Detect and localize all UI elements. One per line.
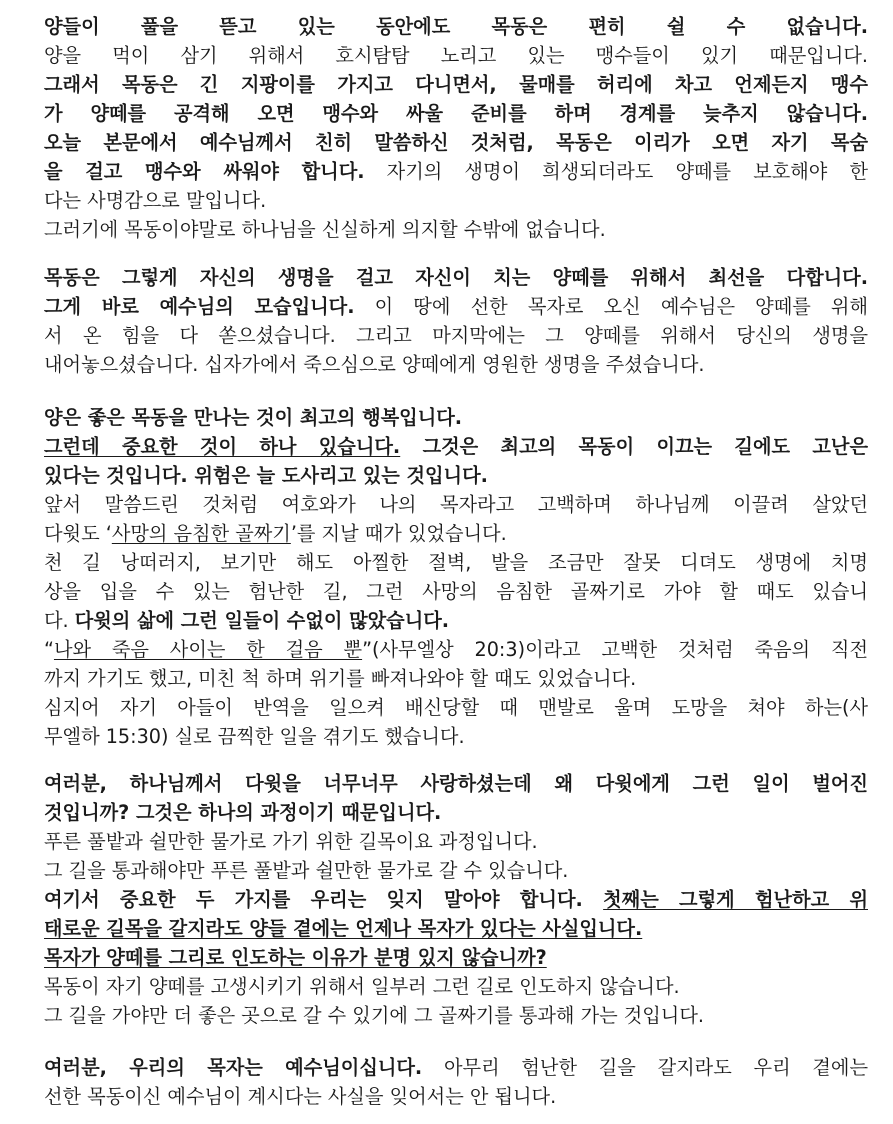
paragraph xyxy=(44,769,868,1030)
text-line xyxy=(44,1001,868,1030)
text-run: 다윗도 ‘ xyxy=(44,522,112,545)
text-line xyxy=(44,722,868,751)
bold-text: 가 양떼를 공격해 오면 맹수와 싸울 준비를 하며 경계를 늦추지 않습니다. xyxy=(44,102,868,125)
text-run: 서 온 힘을 다 쏟으셨습니다. 그리고 마지막에는 그 양떼를 위해서 당신의 생명을 xyxy=(44,324,868,347)
bold-text: 양들이 풀을 뜯고 있는 동안에도 목동은 편히 쉴 수 없습니다. xyxy=(44,15,868,38)
bold-text: 여러분, 우리의 목자는 예수님이십니다. xyxy=(44,1056,423,1079)
text-line xyxy=(44,292,868,321)
text-run: 다. xyxy=(44,609,75,632)
text-run: 자기의 생명이 희생되더라도 양떼를 보호해야 한 xyxy=(364,160,868,183)
text-line xyxy=(44,70,868,99)
text-run: “ xyxy=(44,638,54,661)
text-run: 다는 사명감으로 말입니다. xyxy=(44,189,267,212)
text-line xyxy=(44,635,868,664)
underlined-text: 목자가 양떼를 그리로 인도하는 이유가 분명 있지 않습니까? xyxy=(44,946,547,969)
text-run: ”(사무엘상 20:3)이라고 고백한 것처럼 죽음의 직전 xyxy=(362,638,868,661)
underlined-text: 태로운 길목을 갈지라도 양들 곁에는 언제나 목자가 있다는 사실입니다. xyxy=(44,917,643,940)
text-line xyxy=(44,490,868,519)
bold-text: 여기서 중요한 두 가지를 우리는 잊지 말아야 합니다. xyxy=(44,888,583,911)
text-line xyxy=(44,350,868,379)
underlined-text: 나와 죽음 사이는 한 걸음 뿐 xyxy=(53,638,363,661)
text-run: 천 길 낭떠러지, 보기만 해도 아찔한 절벽, 발을 조금만 잘못 디뎌도 생명에 치명 xyxy=(44,551,868,574)
bold-text: 여러분, 하나님께서 다윗을 너무너무 사랑하셨는데 왜 다윗에게 그런 일이 벌어진 xyxy=(44,772,868,795)
text-run: 무엘하 15:30) 실로 끔찍한 일을 겪기도 했습니다. xyxy=(44,725,465,748)
bold-text xyxy=(583,888,603,911)
text-line xyxy=(44,157,868,186)
text-line xyxy=(44,186,868,215)
text-line xyxy=(44,215,868,244)
bold-text: 있다는 것입니다. 위험은 늘 도사리고 있는 것입니다. xyxy=(44,464,488,487)
text-line xyxy=(44,577,868,606)
text-line xyxy=(44,548,868,577)
text-line xyxy=(44,41,868,70)
underlined-text: 그런데 중요한 것이 하나 있습니다. xyxy=(44,435,401,458)
paragraph xyxy=(44,1053,868,1111)
text-run: 심지어 자기 아들이 반역을 일으켜 배신당할 때 맨발로 울며 도망을 쳐야 하는(사 xyxy=(44,696,868,719)
bold-text: 양은 좋은 목동을 만나는 것이 최고의 행복입니다. xyxy=(44,406,463,429)
bold-text: 그게 바로 예수님의 모습입니다. xyxy=(44,295,355,318)
bold-text: 그것은 최고의 목동이 이끄는 길에도 고난은 xyxy=(400,435,868,458)
bold-text: 것입니까? 그것은 하나의 과정이기 때문입니다. xyxy=(44,801,442,824)
text-run: 푸른 풀밭과 쉴만한 물가로 가기 위한 길목이요 과정입니다. xyxy=(44,830,538,853)
text-run: 그러기에 목동이야말로 하나님을 신실하게 의지할 수밖에 없습니다. xyxy=(44,218,606,241)
text-line xyxy=(44,1082,868,1111)
text-line xyxy=(44,885,868,914)
text-line xyxy=(44,128,868,157)
text-line xyxy=(44,943,868,972)
bold-text: 그래서 목동은 긴 지팡이를 가지고 다니면서, 물매를 허리에 차고 언제든지 맹수 xyxy=(44,73,868,96)
text-line xyxy=(44,606,868,635)
text-line xyxy=(44,664,868,693)
text-line xyxy=(44,12,868,41)
text-line xyxy=(44,798,868,827)
bold-text: 을 걸고 맹수와 싸워야 합니다. xyxy=(44,160,365,183)
text-run: 앞서 말씀드린 것처럼 여호와가 나의 목자라고 고백하며 하나님께 이끌려 살았던 xyxy=(44,493,868,516)
text-line xyxy=(44,403,868,432)
text-run: ’를 지날 때가 있었습니다. xyxy=(290,522,507,545)
text-run: 그 길을 통과해야만 푸른 풀밭과 쉴만한 물가로 갈 수 있습니다. xyxy=(44,859,569,882)
text-line xyxy=(44,461,868,490)
text-run: 목동이 자기 양떼를 고생시키기 위해서 일부러 그런 길로 인도하지 않습니다. xyxy=(44,975,680,998)
paragraph xyxy=(44,12,868,244)
text-line xyxy=(44,914,868,943)
bold-text: 오늘 본문에서 예수님께서 친히 말씀하신 것처럼, 목동은 이리가 오면 자기 목숨 xyxy=(44,131,868,154)
text-run: 선한 목동이신 예수님이 계시다는 사실을 잊어서는 안 됩니다. xyxy=(44,1085,557,1108)
text-run: 아무리 험난한 길을 갈지라도 우리 곁에는 xyxy=(422,1056,868,1079)
text-line xyxy=(44,1053,868,1082)
text-run: 그 길을 가야만 더 좋은 곳으로 갈 수 있기에 그 골짜기를 통과해 가는 것입니다. xyxy=(44,1004,704,1027)
text-line xyxy=(44,856,868,885)
underlined-text: 첫째는 그렇게 험난하고 위 xyxy=(603,888,868,911)
text-line xyxy=(44,827,868,856)
text-run: 내어놓으셨습니다. 십자가에서 죽으심으로 양떼에게 영원한 생명을 주셨습니다. xyxy=(44,353,705,376)
text-line xyxy=(44,769,868,798)
text-line xyxy=(44,263,868,292)
text-line xyxy=(44,519,868,548)
underlined-text: 사망의 음침한 골짜기 xyxy=(111,522,291,545)
text-run: 이 땅에 선한 목자로 오신 예수님은 양떼를 위해 xyxy=(354,295,868,318)
text-line xyxy=(44,972,868,1001)
text-line xyxy=(44,321,868,350)
text-run: 상을 입을 수 있는 험난한 길, 그런 사망의 음침한 골짜기로 가야 할 때도 있습니 xyxy=(44,580,868,603)
text-line xyxy=(44,432,868,461)
bold-text: 다윗의 삶에 그런 일들이 수없이 많았습니다. xyxy=(74,609,450,632)
text-run: 양을 먹이 삼기 위해서 호시탐탐 노리고 있는 맹수들이 있기 때문입니다. xyxy=(44,44,868,67)
paragraph xyxy=(44,263,868,379)
text-line xyxy=(44,693,868,722)
text-line xyxy=(44,99,868,128)
paragraph xyxy=(44,403,868,751)
text-run: 까지 가기도 했고, 미친 척 하며 위기를 빠져나와야 할 때도 있었습니다. xyxy=(44,667,637,690)
bold-text: 목동은 그렇게 자신의 생명을 걸고 자신이 치는 양떼를 위해서 최선을 다합니다. xyxy=(44,266,868,289)
